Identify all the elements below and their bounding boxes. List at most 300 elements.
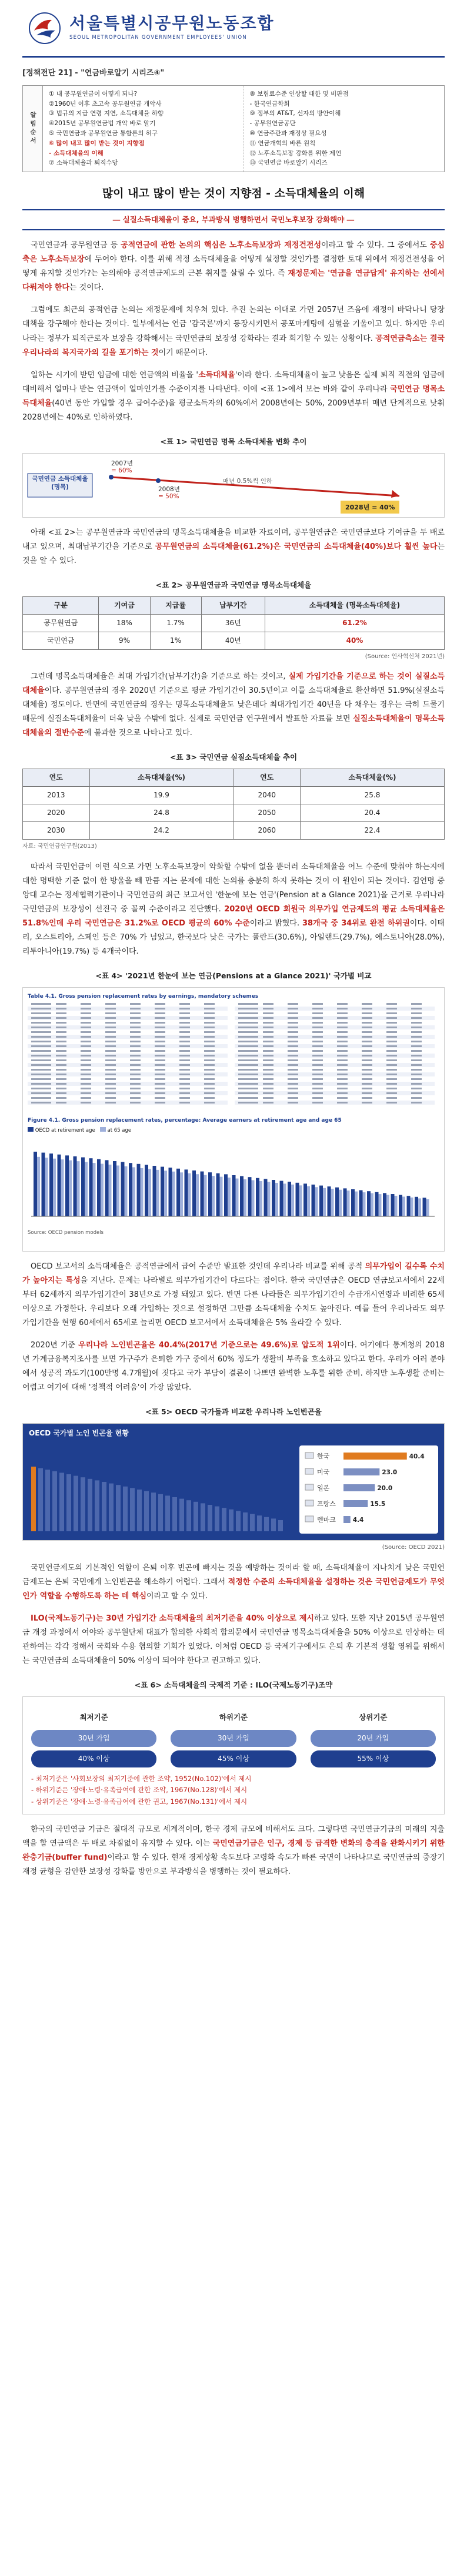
table4-bar: [161, 1167, 164, 1216]
poverty-bar: [343, 1516, 351, 1523]
toc-item: ① 내 공무원연금이 어떻게 되나?: [49, 90, 138, 98]
table4-grid-cell: [155, 1050, 165, 1052]
table4-grid-cell: [130, 1008, 141, 1009]
table4-table-caption: Table 4.1. Gross pension replacement rates by earnings, mandatory schemes: [28, 994, 259, 1000]
table4-grid-cell: [155, 1088, 165, 1089]
table4-bar: [240, 1176, 243, 1216]
poverty-bg-bar: [179, 1499, 184, 1531]
poverty-bg-bar: [66, 1474, 71, 1531]
table4-grid-cell: [105, 1074, 116, 1075]
table4-bar: [145, 1165, 148, 1217]
table4-grid-cell: [155, 1097, 165, 1099]
emphasis: 공무원연금의 소득대체율(61.2%)은 국민연금의 소득대체율(40%)보다 훨씬 높다: [155, 542, 438, 551]
table4-grid-cell: [288, 1045, 298, 1047]
table4-bar-secondary: [236, 1179, 239, 1216]
table4-bar: [391, 1194, 395, 1216]
table4-grid-cell: [337, 1022, 348, 1024]
table4-grid-cell: [105, 1036, 116, 1038]
table-cell: 19.9: [89, 787, 234, 804]
toc-item: ⑧ 보험료수준 인상할 대한 및 비판점: [249, 90, 349, 98]
table4-grid-cell: [386, 1003, 397, 1005]
poverty-bg-bar: [59, 1473, 64, 1532]
table-cell: 공무원연금: [23, 614, 99, 632]
table3-header-row: [23, 769, 445, 787]
table4-bar-secondary: [411, 1198, 413, 1216]
table4-grid-cell: [105, 1097, 116, 1099]
table4-grid-cell: [56, 1083, 66, 1085]
table4-bar-secondary: [402, 1197, 405, 1216]
table4-bar: [201, 1172, 204, 1216]
table4-bar: [105, 1160, 109, 1217]
table4-grid-cell: [337, 1088, 348, 1089]
paragraph-1: [22, 239, 445, 295]
table4-grid-cell: [386, 1078, 397, 1080]
org-name-en: SEOUL METROPOLITAN GOVERNMENT EMPLOYEES' UNION: [69, 34, 247, 41]
table4-grid-cell: [130, 1059, 141, 1061]
table4-grid-cell: [337, 1097, 348, 1099]
table4-grid-cell: [362, 1027, 372, 1028]
table-cell: 18%: [99, 614, 150, 632]
table4-grid-cell: [31, 1008, 51, 1009]
toc-item: - 한국연금학회: [249, 100, 290, 108]
table4-grid-cell: [179, 1031, 190, 1033]
table1-point-2007-value: = 60%: [111, 467, 132, 474]
table4-grid-cell: [238, 1031, 258, 1033]
paragraph-6: [22, 860, 445, 959]
table4-grid-cell: [81, 1008, 91, 1009]
table4-grid-cell: [411, 1027, 422, 1028]
paragraph-2: [22, 303, 445, 360]
header: [22, 0, 445, 58]
table4-grid-cell: [411, 1008, 422, 1009]
table4-grid-cell: [155, 1064, 165, 1066]
table4-grid-cell: [238, 1059, 258, 1061]
table4-grid-cell: [31, 1012, 51, 1014]
table4-grid-cell: [81, 1017, 91, 1019]
toc-item: ⑪ 연금개혁의 바른 원칙: [249, 139, 316, 147]
poverty-value-label: 23.0: [382, 1469, 398, 1477]
table4-bar: [176, 1169, 180, 1216]
poverty-bg-bar: [130, 1488, 135, 1532]
table-cell: 24.2: [89, 822, 234, 840]
table1-figure: [22, 453, 445, 518]
table4-grid-cell: [411, 1003, 422, 1005]
table4-grid-cell: [263, 1078, 273, 1080]
table4-grid-cell: [411, 1064, 422, 1066]
table4-grid-cell: [337, 1092, 348, 1094]
table4-grid-cell: [386, 1069, 397, 1071]
table4-bar-secondary: [228, 1178, 231, 1216]
text: '이라 한다. 소득대체율이 높고 낮음은 실제 퇴직 직전의 임금에 대비해서 얼마나 받는 연금액이 얼마인가를 수준이지를 나타낸다. 이에 <표 1>에서 보는 바와 같이 우리나라: [22, 370, 445, 394]
table4-grid-cell: [288, 1078, 298, 1080]
poverty-bar: [343, 1500, 368, 1507]
legend-swatch-icon: [100, 1127, 106, 1132]
table4-grid-cell: [31, 1055, 51, 1056]
table4-grid-cell: [179, 1088, 190, 1089]
table4-bar-secondary: [85, 1162, 88, 1216]
table4-grid-cell: [105, 1045, 116, 1047]
table4-bar-secondary: [172, 1172, 175, 1216]
table4-grid-cell: [204, 1088, 215, 1089]
table4-bar: [272, 1180, 275, 1216]
table4-bar-secondary: [220, 1177, 223, 1216]
table4-grid-cell: [130, 1022, 141, 1024]
text: 따라서 국민연금이 이런 식으로 가면 노후소득보장이 약화할 수밖에 없을 뿐더러 소득대체율을 어느 수준에 맞춰야 하는지에 대한 명백한 기준 없이 한 방울을 빼 만큼 지는 문제에 대한 논의를 충분히 하지 못하는 것이 이 원인이 되는 것이다. 김연명 중앙대 교수는 정세협력기관이나 국민연금의 최근 보고서인 '한눈에 보는 연금'(Pension at a Glance 2021)을 근거로 우리나라 국민연금의 보장성이 선진국 중 꼴찌 수준이라고 진단했다.: [22, 862, 445, 914]
poverty-bg-bar: [194, 1502, 198, 1531]
table4-bar-secondary: [45, 1158, 48, 1216]
table4-grid-cell: [337, 1069, 348, 1071]
table4-grid-cell: [238, 1012, 258, 1014]
table4-grid-cell: [130, 1097, 141, 1099]
table4-bar: [49, 1153, 53, 1216]
table4-grid-cell: [56, 1036, 66, 1038]
table4-grid-cell: [179, 1003, 190, 1005]
table4-figure: [22, 987, 445, 1252]
table4-grid-cell: [312, 1031, 323, 1033]
table4-grid-cell: [288, 1088, 298, 1089]
table4-bar: [303, 1184, 307, 1217]
table4-bar: [264, 1179, 268, 1217]
table4-grid-cell: [288, 1012, 298, 1014]
table4-grid-cell: [337, 1102, 348, 1103]
table-cell: 40%: [265, 632, 444, 649]
table4-grid-cell: [130, 1017, 141, 1019]
table4-grid-cell: [130, 1045, 141, 1047]
table4-oecd-bar-graphic: [28, 1135, 438, 1223]
table4-grid-cell: [362, 1050, 372, 1052]
table4-grid-cell: [56, 1064, 66, 1066]
table4-bar: [74, 1156, 77, 1216]
table4-bar: [232, 1175, 236, 1216]
table-row: [23, 804, 445, 822]
table3-title: <표 3> 국민연금 실질소득대체율 추이: [169, 753, 298, 762]
table4-grid-cell: [411, 1036, 422, 1038]
legend-swatch-icon: [28, 1127, 34, 1132]
poverty-category-label: 일본: [317, 1484, 330, 1492]
table4-grid-cell: [204, 1050, 215, 1052]
table4-grid-cell: [263, 1092, 273, 1094]
table4-grid-cell: [81, 1055, 91, 1056]
poverty-category-label: 덴마크: [317, 1516, 336, 1524]
table4-grid-cell: [288, 1069, 298, 1071]
table4-grid-cell: [31, 1027, 51, 1028]
emphasis: 국민연금기금은 인구, 경제 등 급격한 변화의 충격을 완화시키기 위한 완충기금(buffer fund): [22, 1839, 445, 1862]
ilo-column: [31, 1709, 156, 1767]
emphasis: ILO(국제노동기구)는 30년 가입기간 소득대체율의 최저기준을 40% 이상으로 제시: [31, 1614, 314, 1623]
table4-bar: [97, 1159, 101, 1216]
table4-grid-cell: [179, 1064, 190, 1066]
table4-grid-cell: [179, 1069, 190, 1071]
table4-grid-cell: [337, 1017, 348, 1019]
table4-bar: [399, 1195, 402, 1216]
toc-side-label: 알림순서: [23, 86, 43, 172]
table4-grid-cell: [238, 1022, 258, 1024]
table4-grid-cell: [56, 1078, 66, 1080]
table4-grid-cell: [362, 1088, 372, 1089]
table4-bar-secondary: [204, 1175, 207, 1216]
table4-bar: [137, 1164, 141, 1216]
table4-grid-cell: [312, 1102, 323, 1103]
table4-bar: [129, 1163, 132, 1216]
table4-grid-cell: [238, 1078, 258, 1080]
table4-bar: [185, 1170, 188, 1217]
table4-bar-secondary: [299, 1186, 302, 1217]
text: 국민연금과 공무원연금 등: [31, 241, 121, 250]
table4-grid-cell: [288, 1027, 298, 1028]
table4-grid-cell: [337, 1003, 348, 1005]
table4-grid-cell: [288, 1003, 298, 1005]
table4-grid-cell: [155, 1041, 165, 1042]
table4-grid-cell: [130, 1069, 141, 1071]
table4-grid-cell: [337, 1064, 348, 1066]
table4-grid-cell: [312, 1083, 323, 1085]
table4-bar-secondary: [77, 1161, 80, 1216]
table4-bar-secondary: [180, 1172, 183, 1216]
text: 그런데 명목소득대체율은 최대 가입기간(납부기간)을 기준으로 하는 것이고,: [31, 672, 289, 682]
table4-grid-cell: [411, 1088, 422, 1089]
table4-grid-cell: [130, 1036, 141, 1038]
table4-grid-cell: [81, 1012, 91, 1014]
table4-bar: [335, 1188, 339, 1216]
table4-grid-cell: [312, 1050, 323, 1052]
table4-grid-cell: [337, 1074, 348, 1075]
table4-grid-cell: [81, 1097, 91, 1099]
poverty-bg-bar: [137, 1490, 142, 1531]
emphasis: 우리나라 노인빈곤율은 40.4%(2017년 기준으로는 49.6%)로 압도적 1위: [78, 1341, 340, 1350]
table4-grid-cell: [411, 1069, 422, 1071]
country-flag-icon: [305, 1500, 313, 1506]
table4-grid-cell: [81, 1045, 91, 1047]
table4-grid-cell: [362, 1064, 372, 1066]
table4-grid-cell: [386, 1083, 397, 1085]
table4-grid-cell: [238, 1102, 258, 1103]
table4-grid-cell: [204, 1055, 215, 1056]
table4-grid-cell: [81, 1088, 91, 1089]
table4-grid-cell: [386, 1102, 397, 1103]
table4-grid-cell: [56, 1012, 66, 1014]
poverty-chart: [23, 1443, 443, 1537]
table4-grid-cell: [362, 1059, 372, 1061]
table4-bar-secondary: [53, 1159, 56, 1216]
text: 이라고 할 수 있다. 그 중에서도: [321, 241, 430, 250]
table4-grid-cell: [263, 1036, 273, 1038]
poverty-bg-bar: [123, 1487, 128, 1531]
table4-grid-cell: [204, 1074, 215, 1075]
poverty-bar: [343, 1484, 375, 1491]
table4-grid-cell: [105, 1050, 116, 1052]
table4-grid-cell: [105, 1088, 116, 1089]
table4-grid-cell: [263, 1083, 273, 1085]
table4-grid-cell: [105, 1102, 116, 1103]
table4-grid-cell: [155, 1003, 165, 1005]
country-flag-icon: [305, 1468, 313, 1474]
toc-box: [22, 85, 445, 172]
poverty-bg-bar: [158, 1494, 163, 1531]
ilo-notes: [31, 1773, 436, 1808]
series-label: [정책전단 21] - "연금바로알기 시리즈④": [22, 69, 165, 78]
toc-right-column: [243, 86, 445, 172]
text: 이라고 할 수 있다.: [146, 1591, 208, 1601]
table4-bar-secondary: [61, 1159, 64, 1216]
text: OECD 보고서의 소득대체율은 공적연금에서 급여 수준만 발표한 것인데 우리나라 비교를 위해 공적: [31, 1262, 365, 1272]
table4-grid-cell: [312, 1003, 323, 1005]
table4-grid-cell: [263, 1045, 273, 1047]
table4-grid-cell: [105, 1022, 116, 1024]
table4-grid-cell: [179, 1027, 190, 1028]
table4-bar: [224, 1175, 228, 1217]
table4-grid-cell: [337, 1059, 348, 1061]
table4-grid-cell: [130, 1041, 141, 1042]
table4-bar-secondary: [109, 1165, 112, 1216]
table4-bar-secondary: [125, 1166, 128, 1216]
ilo-column-head: 최저기준: [79, 1713, 108, 1722]
table4-grid-cell: [56, 1092, 66, 1094]
table-row: [23, 822, 445, 840]
table4-source: Source: OECD pension models: [28, 1229, 104, 1236]
table3-header-cell: 소득대체율(%): [301, 769, 445, 787]
table4-grid-cell: [263, 1003, 273, 1005]
table4-grid-cell: [288, 1041, 298, 1042]
table4-grid-cell: [204, 1036, 215, 1038]
table4-bar: [81, 1158, 85, 1216]
table4-grid-cell: [337, 1027, 348, 1028]
toc-item: - 소득대체율의 이해: [49, 149, 104, 157]
table4-grid-cell: [204, 1022, 215, 1024]
table-cell: 국민연금: [23, 632, 99, 649]
ilo-note: - 상위기준은 '장애·노령·유족급여에 관한 권고, 1967(No.131)'에서 제시: [31, 1797, 248, 1806]
table4-grid-cell: [386, 1097, 397, 1099]
table4-grid-cell: [155, 1078, 165, 1080]
table4-grid-cell: [411, 1041, 422, 1042]
table4-grid-cell: [179, 1097, 190, 1099]
table4-grid-cell: [204, 1064, 215, 1066]
table4-bar: [407, 1196, 411, 1216]
poverty-bg-bar: [88, 1479, 92, 1531]
table4-grid-cell: [362, 1008, 372, 1009]
table4-bar: [351, 1189, 355, 1216]
emphasis: 중심 축은 노후소득보장: [22, 241, 445, 264]
table4-bar-secondary: [243, 1179, 246, 1216]
table4-grid-cell: [130, 1031, 141, 1033]
table-cell: 25.8: [301, 787, 445, 804]
table4-grid-cell: [130, 1102, 141, 1103]
table4-grid-cell: [204, 1027, 215, 1028]
table4-grid-cell: [362, 1031, 372, 1033]
table4-bar: [288, 1182, 291, 1216]
table4-grid-cell: [179, 1045, 190, 1047]
poverty-bg-bar: [257, 1516, 262, 1532]
poverty-bar: [343, 1453, 407, 1460]
table4-grid-cell: [263, 1050, 273, 1052]
toc-item: ⑦ 소득대체율과 퇴직수당: [49, 159, 118, 167]
table4-grid-cell: [105, 1003, 116, 1005]
text: 에 불과한 것으로 나타나고 있다.: [84, 729, 192, 738]
table4-bar-secondary: [291, 1185, 294, 1216]
table4-bar: [113, 1161, 116, 1216]
table4-grid-cell: [238, 1008, 258, 1009]
toc-item: ⑥ 많이 내고 많이 받는 것이 지향점: [49, 139, 145, 147]
table4-grid-cell: [105, 1092, 116, 1094]
emphasis: 국민연금 명목소득대체율: [22, 384, 445, 408]
table4-bar-secondary: [101, 1164, 104, 1216]
table4-grid-cell: [312, 1012, 323, 1014]
emphasis: 재정문제는 '연금을 연금답게' 유지하는 선에서 다뤄져야 한다: [22, 269, 445, 293]
table4-grid-cell: [204, 1012, 215, 1014]
table4-grid-cell: [288, 1097, 298, 1099]
table4-grid-cell: [81, 1022, 91, 1024]
table-cell: 2060: [234, 822, 301, 840]
table4-bar-secondary: [418, 1199, 421, 1217]
table4-chart-caption: Figure 4.1. Gross pension replacement rates, percentage: Average earners at retirement age and age 65: [28, 1117, 342, 1123]
table4-bar: [121, 1162, 125, 1216]
poverty-bg-bar: [172, 1497, 177, 1531]
table4-grid-cell: [288, 1083, 298, 1085]
table4-grid-cell: [238, 1064, 258, 1066]
table4-bar: [65, 1156, 69, 1217]
table4-bar-secondary: [315, 1187, 318, 1216]
table4-grid-cell: [31, 1003, 51, 1005]
table-cell: 9%: [99, 632, 150, 649]
table4-grid-cell: [411, 1083, 422, 1085]
table4-grid-cell: [386, 1012, 397, 1014]
table4-grid-cell: [31, 1102, 51, 1103]
ilo-column: [171, 1709, 296, 1767]
table4-grid-cell: [238, 1055, 258, 1056]
table4-grid-cell: [31, 1088, 51, 1089]
table1-point-2008-label: 2008년: [158, 485, 180, 493]
table4-bar-secondary: [355, 1192, 358, 1216]
table4-grid-cell: [155, 1083, 165, 1085]
poverty-bg-bar: [250, 1514, 255, 1531]
text: 을 지닌다. 문제는 나라별로 의무가입기간이 다르다는 점이다. 한국 국민연금은 OECD 연금보고서에서 22세부터 62세까지 의무가입기간이 38년으로 가정 돼있고 있다. 반면 다른 나라들은 의무가입기간이 수급개시연령과 비례한 65세 이상으로 가정한다. 우리보다 오래 가입하는 것으로 설정하면 그만큼 소득대체율 수치도 높아진다. 예를 들어 우리나라도 의무가입기간을 현행 60세에서 65세로 늘리면 OECD 보고서에서 소득대체율은 5% 올라갈 수 있다.: [22, 1276, 445, 1328]
table-cell: 2050: [234, 804, 301, 822]
poverty-value-label: 20.0: [377, 1485, 393, 1492]
toc-item: ⑬ 국민연금 바로알기 시리즈: [249, 159, 328, 167]
poverty-bg-bar: [116, 1485, 121, 1532]
table4-grid-cell: [312, 1022, 323, 1024]
text: 그럼에도 최근의 공적연금 논의는 재정문제에 치우쳐 있다. 추진 논의는 이대로 가면 2057년 즈음에 재정이 바닥나니 당장 대책을 강구해야 한다는 것이다. 일부에서는 연금 '감국론'까지 등장시키면서 공포마케팅에 심혈을 기울이고 있다. 하지만 우리나라는 정부가 퇴직근로자 보장을 강화해서는 국민연금의 보장성 강화라는 결과 회기할 수 있는 상황이다.: [22, 306, 445, 343]
table4-grid-cell: [130, 1012, 141, 1014]
table4-grid-cell: [362, 1078, 372, 1080]
emphasis: 38개국 중 34위로 완전 하위권: [302, 919, 410, 928]
table4-grid-cell: [204, 1078, 215, 1080]
table4-grid-cell: [238, 1036, 258, 1038]
table4-bar-secondary: [141, 1168, 144, 1216]
toc-item: ⑩ 연금주관과 재정상 필요성: [249, 129, 327, 137]
table4-grid-cell: [56, 1102, 66, 1103]
table4-grid-cell: [411, 1078, 422, 1080]
table4-grid-cell: [179, 1074, 190, 1075]
table4-grid-cell: [81, 1036, 91, 1038]
table4-grid-cell: [238, 1069, 258, 1071]
table4-bar: [248, 1177, 252, 1216]
table4-grid-cell: [312, 1088, 323, 1089]
table4-grid-cell: [81, 1069, 91, 1071]
table1-title: <표 1> 국민연금 명목 소득대체율 변화 추이: [160, 437, 307, 446]
table4-grid-cell: [204, 1017, 215, 1019]
poverty-bg-bar: [95, 1481, 99, 1532]
table4-grid-cell: [386, 1022, 397, 1024]
table4-legend-1: OECD at retirement age: [35, 1128, 95, 1134]
table4-grid-cell: [386, 1092, 397, 1094]
table4-grid-cell: [362, 1003, 372, 1005]
ilo-note: - 하위기준은 '장애·노령·유족급여에 관한 조약, 1967(No.128)'에서 제시: [31, 1786, 248, 1795]
table4-grid-cell: [263, 1017, 273, 1019]
table4-grid-cell: [105, 1059, 116, 1061]
table4-bar-secondary: [283, 1184, 286, 1217]
table4-grid-cell: [411, 1097, 422, 1099]
table4-grid-cell: [130, 1074, 141, 1075]
